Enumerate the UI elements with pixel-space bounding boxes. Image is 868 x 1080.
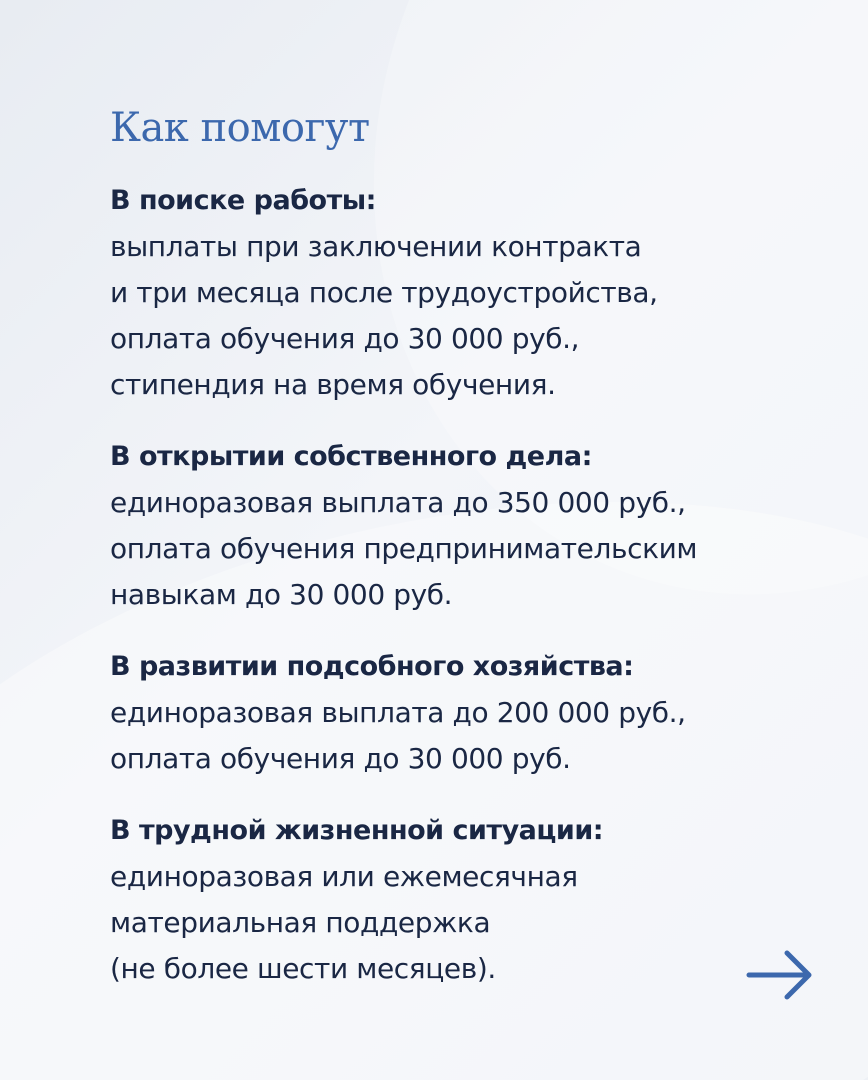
section-heading: В трудной жизненной ситуации: (110, 815, 604, 846)
next-slide-button[interactable] (745, 945, 817, 1005)
section-job-search (110, 178, 830, 408)
section-heading: В открытии собственного дела: (110, 441, 592, 472)
section-line: единоразовая или ежемесячная (110, 860, 578, 893)
section-line: и три месяца после трудоустройства, (110, 276, 658, 309)
section-line: навыкам до 30 000 руб. (110, 578, 453, 611)
section-line: оплата обучения до 30 000 руб. (110, 742, 571, 775)
arrow-right-icon (745, 945, 817, 1005)
page-title: Как помогут (110, 105, 370, 151)
section-line: материальная поддержка (110, 906, 491, 939)
section-line: оплата обучения до 30 000 руб., (110, 322, 580, 355)
section-hard-situation (110, 808, 830, 992)
section-line: оплата обучения предпринимательским (110, 532, 698, 565)
section-line: единоразовая выплата до 200 000 руб., (110, 696, 686, 729)
section-heading: В развитии подсобного хозяйства: (110, 651, 634, 682)
section-subsidiary-farm (110, 644, 830, 782)
section-line: единоразовая выплата до 350 000 руб., (110, 486, 686, 519)
help-sections (110, 178, 830, 1018)
section-own-business (110, 434, 830, 618)
section-heading: В поиске работы: (110, 185, 376, 216)
section-line: (не более шести месяцев). (110, 952, 496, 985)
section-line: выплаты при заключении контракта (110, 230, 642, 263)
section-line: стипендия на время обучения. (110, 368, 556, 401)
